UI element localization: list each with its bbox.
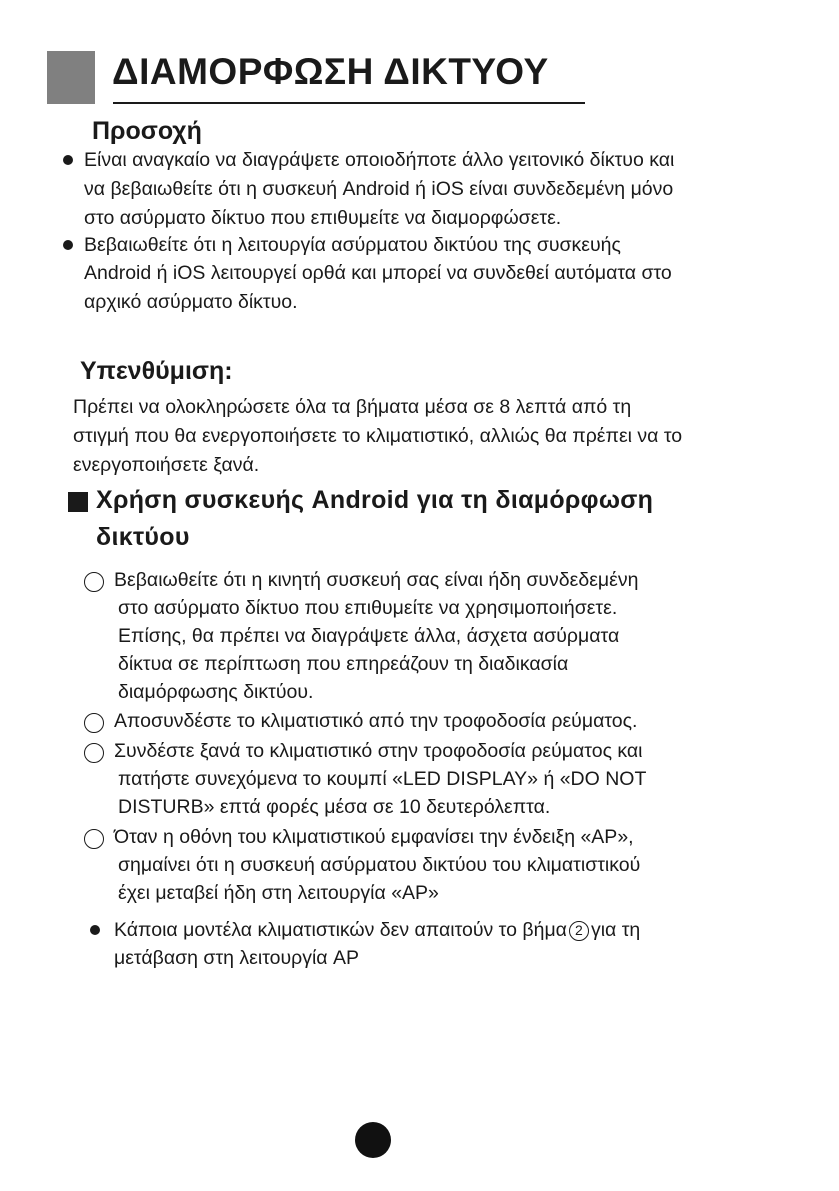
step4-line2: σημαίνει ότι η συσκευή ασύρματου δικτύου του κλιματιστικού	[118, 854, 641, 876]
bullet-icon	[90, 925, 100, 935]
note-line2: μετάβαση στη λειτουργία AP	[114, 947, 360, 969]
section-heading-line1: Χρήση συσκευής Android για τη διαμόρφωση	[96, 486, 654, 514]
step-circle-icon	[84, 829, 104, 849]
step-number-icon: 2	[569, 921, 589, 941]
step1-line3: Επίσης, θα πρέπει να διαγράψετε άλλα, άσχετα ασύρματα	[118, 625, 620, 647]
step4-line1: Όταν η οθόνη του κλιματιστικού εμφανίσει την ένδειξη «AP»,	[114, 826, 634, 848]
caution-heading: Προσοχή	[92, 117, 202, 145]
step4-line3: έχει μεταβεί ήδη στη λειτουργία «AP»	[118, 882, 439, 904]
title-marker	[47, 51, 95, 104]
caution-b2-line2: Android ή iOS λειτουργεί ορθά και μπορεί να συνδεθεί αυτόματα στο	[84, 262, 672, 284]
caution-b2-line3: αρχικό ασύρματο δίκτυο.	[84, 291, 298, 313]
reminder-line3: ενεργοποιήσετε ξανά.	[73, 454, 260, 476]
step3-line1: Συνδέστε ξανά το κλιματιστικό στην τροφοδοσία ρεύματος και	[114, 740, 643, 762]
step1-line2: στο ασύρματο δίκτυο που επιθυμείτε να χρησιμοποιήσετε.	[118, 597, 618, 619]
step2-line1: Αποσυνδέστε το κλιματιστικό από την τροφοδοσία ρεύματος.	[114, 710, 638, 732]
note-text-post: για τη	[590, 919, 641, 941]
caution-b1-line3: στο ασύρματο δίκτυο που επιθυμείτε να διαμορφώσετε.	[84, 207, 562, 229]
step-circle-icon	[84, 743, 104, 763]
step1-line5: διαμόρφωσης δικτύου.	[118, 681, 314, 703]
step1-line4: δίκτυα σε περίπτωση που επηρεάζουν τη διαδικασία	[118, 653, 569, 675]
section-square-bullet	[68, 492, 88, 512]
step1-line1: Βεβαιωθείτε ότι η κινητή συσκευή σας είναι ήδη συνδεδεμένη	[114, 569, 639, 591]
bullet-icon	[63, 155, 73, 165]
reminder-line1: Πρέπει να ολοκληρώσετε όλα τα βήματα μέσα σε 8 λεπτά από τη	[73, 396, 632, 418]
note-line1	[114, 916, 640, 944]
page-marker-dot	[355, 1122, 391, 1158]
caution-b1-line1: Είναι αναγκαίο να διαγράψετε οποιοδήποτε άλλο γειτονικό δίκτυο και	[84, 149, 675, 171]
caution-b1-line2: να βεβαιωθείτε ότι η συσκευή Android ή iOS είναι συνδεδεμένη μόνο	[84, 178, 674, 200]
reminder-heading: Υπενθύμιση:	[80, 357, 233, 385]
step3-line3: DISTURB» επτά φορές μέσα σε 10 δευτερόλεπτα.	[118, 796, 551, 818]
caution-b2-line1: Βεβαιωθείτε ότι η λειτουργία ασύρματου δικτύου της συσκευής	[84, 234, 621, 256]
bullet-icon	[63, 240, 73, 250]
step-circle-icon	[84, 572, 104, 592]
section-heading-line2: δικτύου	[96, 523, 190, 551]
title-underline	[113, 102, 585, 104]
step3-line2: πατήστε συνεχόμενα το κουμπί «LED DISPLAY» ή «DO NOT	[118, 768, 647, 790]
step-circle-icon	[84, 713, 104, 733]
note-text-pre: Κάποια μοντέλα κλιματιστικών δεν απαιτούν το βήμα	[114, 919, 567, 941]
page-title: ΔΙΑΜΟΡΦΩΣΗ ΔΙΚΤΥΟΥ	[112, 51, 549, 92]
reminder-line2: στιγμή που θα ενεργοποιήσετε το κλιματιστικό, αλλιώς θα πρέπει να το	[73, 425, 683, 447]
